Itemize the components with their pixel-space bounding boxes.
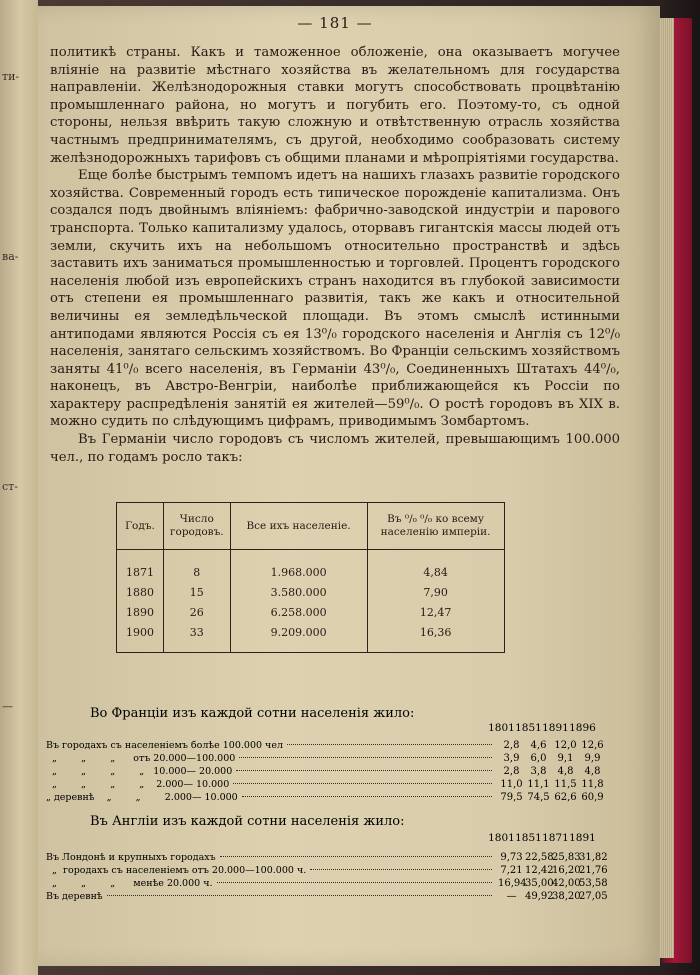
value: 22,58 (525, 852, 554, 863)
cell: 1.968.000 (230, 550, 367, 583)
value: 11,1 (527, 779, 550, 790)
cell: 4,84 (367, 550, 504, 583)
value: 2,8 (503, 740, 520, 751)
france-heading: Во Франціи изъ каждой сотни населенія жило: (90, 706, 415, 721)
table-header-row (117, 503, 505, 550)
previous-page-edge: ти- ва- ст- — (0, 0, 38, 975)
value: 9,1 (557, 753, 574, 764)
year-label: 1891 (542, 722, 569, 734)
book-page (38, 6, 660, 966)
cell: 1890 (117, 602, 164, 622)
england-row (46, 852, 606, 864)
col-header-percent: Въ ⁰/₀ ⁰/₀ ко всему населенію имперіи. (367, 503, 504, 550)
germany-cities-table (116, 502, 505, 653)
value: 53,58 (579, 878, 608, 889)
cell: 1871 (117, 550, 164, 583)
value: — (506, 891, 517, 902)
value: 9,73 (500, 852, 523, 863)
england-years (488, 832, 596, 844)
page-stack-edge (660, 18, 674, 958)
england-row (46, 878, 606, 890)
value: 12,0 (554, 740, 577, 751)
row-label: „ „ „ отъ 20.000—100.000 (46, 753, 236, 764)
paragraph-2: Еще болѣе быстрымъ темпомъ идетъ на нашихъ глазахъ развитіе городского хозяйства. Современный городъ есть типическое порожденіе капитализма. Онъ создался подъ двойнымъ вліяніемъ: фабрично-заводской индустріи и парового транспорта. Только капитализму удалось, оторвавъ гигантскія массы людей отъ земли, скучить ихъ на небольшомъ относительно пространствѣ и здѣсь заставить ихъ заниматься промышленностью и торговлей. Процентъ городского населенія любой изъ европейскихъ странъ находится въ глубокой зависимости отъ степени ея промышленнаго развитія, такъ же какъ и относительной величины ея земледѣльческой площади. Въ этомъ смыслѣ истинными антиподами являются Россія съ ея 13⁰/₀ городского населенія и Англія съ 12⁰/₀ населенія, занятаго сельскимъ хозяйствомъ. Во Франціи сельскимъ хозяйствомъ заняты 41⁰/₀ всего населенія, въ Германіи 43⁰/₀, Соединенныхъ Штатахъ 44⁰/₀, наконецъ, въ Австро-Венгріи, наиболѣе приближающейся къ Россіи по характеру распредѣленія занятій ея жителей—59⁰/₀. О ростѣ городовъ въ XIX в. можно судить по слѣдующимъ цифрамъ, приводимымъ Зомбартомъ. (50, 168, 620, 430)
table-row (117, 550, 505, 583)
value: 3,8 (530, 766, 547, 777)
value: 11,0 (500, 779, 523, 790)
value: 6,0 (530, 753, 547, 764)
year-label: 1896 (569, 722, 596, 734)
paragraph-3: Въ Германіи число городовъ съ числомъ жителей, превышающимъ 100.000 чел., по годамъ росло такъ: (50, 432, 620, 465)
value: 60,9 (581, 792, 604, 803)
value: 11,8 (581, 779, 604, 790)
value: 7,21 (500, 865, 523, 876)
value: 35,00 (525, 878, 554, 889)
cell: 1900 (117, 622, 164, 653)
france-years (488, 722, 596, 734)
row-label: Въ Лондонѣ и крупныхъ городахъ (46, 852, 216, 863)
value: 16,20 (552, 865, 581, 876)
cell: 8 (164, 550, 231, 583)
france-row (46, 792, 606, 804)
england-row (46, 865, 606, 877)
cell: 7,90 (367, 582, 504, 602)
row-label: „ деревнѣ „ „ 2.000— 10.000 (46, 792, 238, 803)
cell: 6.258.000 (230, 602, 367, 622)
table-row (117, 582, 505, 602)
value: 12,6 (581, 740, 604, 751)
cell: 9.209.000 (230, 622, 367, 653)
value: 16,94 (498, 878, 527, 889)
value: 79,5 (500, 792, 523, 803)
france-row (46, 740, 606, 752)
col-header-year: Годъ. (117, 503, 164, 550)
france-row (46, 753, 606, 765)
france-row (46, 766, 606, 778)
value: 4,8 (557, 766, 574, 777)
row-label: „ „ „ „ 10.000— 20.000 (46, 766, 233, 777)
row-label: „ „ „ менѣе 20.000 ч. (46, 878, 213, 889)
value: 21,76 (579, 865, 608, 876)
table-row (117, 622, 505, 653)
row-label: „ городахъ съ населеніемъ отъ 20.000—100.000 ч. (46, 865, 307, 876)
value: 3,9 (503, 753, 520, 764)
year-label: 1851 (515, 832, 542, 844)
page-content (50, 14, 620, 466)
cell: 3.580.000 (230, 582, 367, 602)
england-row (46, 891, 606, 903)
col-header-count: Число городовъ. (164, 503, 231, 550)
cell: 12,47 (367, 602, 504, 622)
value: 25,83 (552, 852, 581, 863)
year-label: 1801 (488, 832, 515, 844)
value: 31,82 (579, 852, 608, 863)
table-row (117, 602, 505, 622)
cell: 16,36 (367, 622, 504, 653)
value: 9,9 (584, 753, 601, 764)
col-header-population: Все ихъ населеніе. (230, 503, 367, 550)
year-label: 1891 (569, 832, 596, 844)
row-label: „ „ „ „ 2.000— 10.000 (46, 779, 230, 790)
france-row (46, 779, 606, 791)
value: 49,92 (525, 891, 554, 902)
value: 12,42 (525, 865, 554, 876)
value: 42,00 (552, 878, 581, 889)
row-label: Въ городахъ съ населеніемъ болѣе 100.000 чел (46, 740, 283, 751)
year-label: 1801 (488, 722, 515, 734)
year-label: 1871 (542, 832, 569, 844)
cell: 1880 (117, 582, 164, 602)
year-label: 1851 (515, 722, 542, 734)
value: 74,5 (527, 792, 550, 803)
value: 4,6 (530, 740, 547, 751)
value: 27,05 (579, 891, 608, 902)
paragraph-1: политикѣ страны. Какъ и таможенное обложеніе, она оказываетъ могучее вліяніе на развитіе мѣстнаго хозяйства въ желательномъ для государства направленіи. Желѣзнодорожныя ставки могутъ способствовать процвѣтанію промышленнаго района, но могутъ и погубить его. Поэтому-то, съ одной стороны, нельзя ввѣрить такую сложную и отвѣтственную отрасль хозяйства частнымъ предпринимателямъ, съ другой, необходимо сообразовать систему желѣзнодорожныхъ тарифовъ съ общими планами и мѣропріятіями государства. (50, 45, 620, 166)
value: 4,8 (584, 766, 601, 777)
england-heading: Въ Англіи изъ каждой сотни населенія жило: (90, 814, 405, 829)
cell: 33 (164, 622, 231, 653)
row-label: Въ деревнѣ (46, 891, 103, 902)
value: 38,20 (552, 891, 581, 902)
value: 2,8 (503, 766, 520, 777)
cell: 15 (164, 582, 231, 602)
cell: 26 (164, 602, 231, 622)
page-number: — 181 — (297, 14, 373, 32)
value: 62,6 (554, 792, 577, 803)
value: 11,5 (554, 779, 577, 790)
